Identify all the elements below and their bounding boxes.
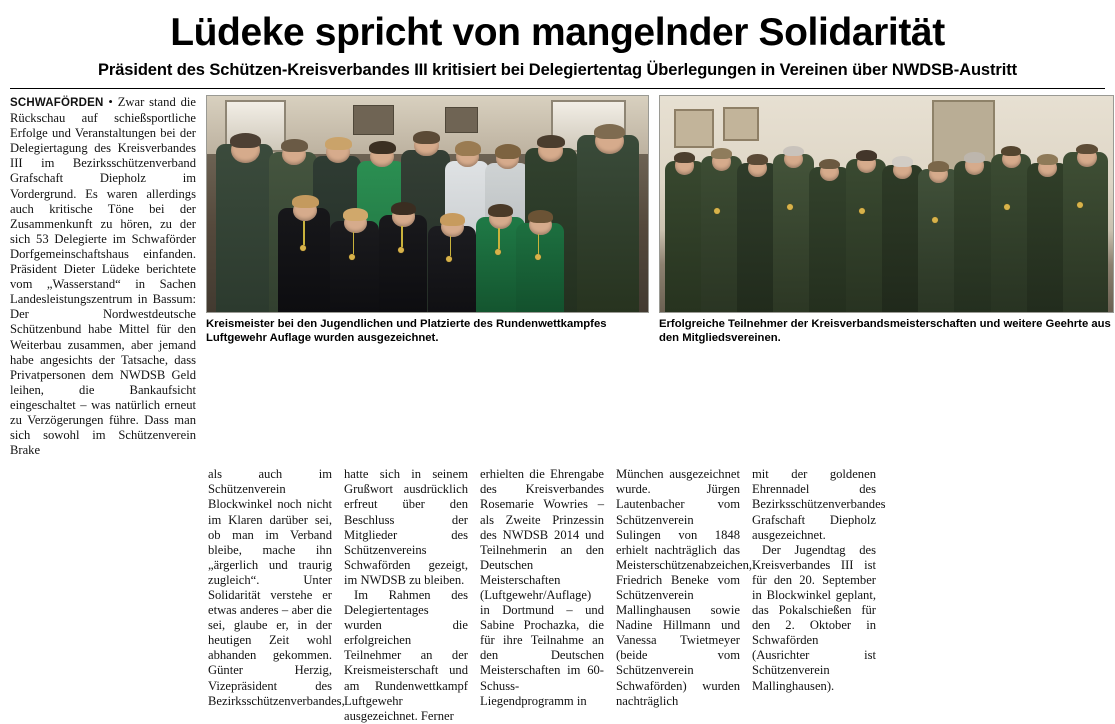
medal: [300, 245, 306, 251]
person: [991, 154, 1032, 312]
article-column-2: [344, 467, 468, 724]
photo-wall-frame-2: [445, 107, 478, 133]
medal-ribbon: [303, 221, 305, 245]
child-hair: [343, 208, 368, 221]
article-column-5: [752, 467, 886, 724]
lead-body: • Zwar stand die Rückschau auf schießsportliche Erfolge und Veranstaltungen bei der Delegiertagung des Kreisverbandes III im Bezirksschützenverband Grafschaft Diepholz im Vordergrund. Es waren allerdings auch kritische Töne bei der Zusammenkunft zu hören, zu der sich 53 Delegierte im Schwaförder Dorfgemeinschaftshaus einfanden. Präsident Dieter Lüdeke berichtete vom „Wasserstand“ in Sachen Landesleistungszentrum in Bassum: Der Nordwestdeutsche Schützenbund habe Mittel für den Weiterbau zusammen, aber jemand habe angesichts der Tatsache, dass Privatpersonen dem NWDSB Geld leihen, die Bankaufsicht eingeschaltet – was natürlich erneut zu Verzögerungen führe. Dass man sich sowohl im Schützenverein Brake: [10, 95, 196, 458]
medal-ribbon: [401, 226, 403, 248]
child-hair: [528, 210, 553, 223]
child-hair: [391, 202, 416, 215]
person-hair: [413, 131, 439, 144]
photo-caption: Erfolgreiche Teilnehmer der Kreisverbandsmeisterschaften und weitere Geehrte aus den Mitgliedsvereinen.: [659, 318, 1111, 344]
photo-wall-frame: [353, 105, 395, 135]
photo-adult-group: [659, 95, 1114, 313]
paragraph: hatte sich in seinem Grußwort ausdrücklich erfreut über den Beschluss der Mitglieder des Schützenvereins Schwaförden gezeigt, im NWDSB zu bleiben.: [344, 467, 468, 587]
person: [1027, 163, 1068, 312]
medal: [1077, 202, 1083, 208]
person-hair: [537, 135, 565, 148]
photo-caption: Kreismeister bei den Jugendlichen und Platzierte des Rundenwettkampfes Luftgewehr Auflage wurden ausgezeichnet.: [206, 318, 607, 344]
child-hair: [292, 195, 318, 208]
dateline: SCHWAFÖRDEN: [10, 97, 104, 109]
wall-picture: [674, 109, 714, 148]
person: [701, 156, 742, 312]
child: [379, 215, 428, 312]
paragraph: Im Rahmen des Delegiertentages wurden die erfolgreichen Teilnehmer an der Kreismeisterschaft und am Rundenwettkampf Luftgewehr ausgezeichnet. Ferner: [344, 588, 468, 723]
person-hair: [325, 137, 351, 150]
person-hair: [594, 124, 625, 139]
person: [737, 163, 778, 312]
person-hair: [1076, 144, 1098, 155]
paragraph: München ausgezeichnet wurde. Jürgen Lautenbacher vom Schützenverein Sulingen von 1848 erhielt nachträglich das Meisterschützenabzeichen, Friedrich Beneke vom Schützenverein Mallinghausen sowie Nadine Hillmann und Vanessa Twietmeyer (beide vom Schützenverein Schwaförden) wurden nachträglich: [616, 467, 753, 708]
lead-column: [10, 95, 196, 458]
child: [516, 223, 565, 312]
divider: [10, 88, 1105, 89]
paragraph: als auch im Schützenverein Blockwinkel noch nicht im Klaren darüber sei, ob man im Verband bleibe, mache ihn „ärgerlich und traurig zugleich“. Unter Solidarität verstehe er etwas anderes – aber die sei, glaube er, in der heutigen Zeit wohl abhanden gekommen. Günter Herzig, Vizepräsident des Bezirksschützenverbandes,: [208, 467, 345, 708]
child-hair: [440, 213, 465, 226]
photo-youth-group: [206, 95, 649, 313]
person-hair: [928, 161, 949, 172]
person: [846, 159, 887, 312]
person: [954, 161, 995, 312]
person-hair: [783, 146, 804, 157]
person-hair: [1037, 154, 1058, 165]
person-hair: [369, 141, 395, 154]
medal-ribbon: [498, 228, 500, 250]
person-hair: [281, 139, 307, 152]
wall-picture-2: [723, 107, 759, 141]
person-hair: [711, 148, 732, 159]
person: [577, 135, 639, 312]
article-column-3: [480, 467, 604, 724]
person: [1063, 152, 1108, 312]
page-title: Lüdeke spricht von mangelnder Solidarität: [170, 11, 945, 54]
person: [809, 167, 850, 312]
paragraph: erhielten die Ehrengabe des Kreisverbandes Rosemarie Wowries – als Zweite Prinzessin des NWDSB 2014 und Teilnehmerin an den Deutschen Meisterschaften (Luftgewehr/Auflage) in Dortmund – und Sabine Prochazka, die für ihre Teilnahme an den Deutschen Meisterschaften im 60-Schuss-Liegendprogramm in: [480, 467, 604, 708]
medal: [535, 254, 541, 260]
person-hair: [747, 154, 768, 165]
photo-row: [206, 95, 1114, 345]
article-column-1: [208, 467, 345, 724]
person-hair: [455, 141, 481, 156]
person: [216, 144, 273, 312]
photo-block-adults: [659, 95, 1114, 345]
medal-ribbon: [450, 236, 452, 255]
paragraph: Der Jugendtag des Kreisverbandes III ist für den 20. September in Blockwinkel geplant, das Pokalschießen für den 2. Oktober in Schwaförden (Ausrichter ist Schützenverein Mallinghausen).: [752, 542, 876, 693]
article-column-4: [616, 467, 753, 724]
child-hair: [488, 204, 513, 217]
medal-ribbon: [538, 234, 540, 253]
person-hair: [674, 152, 695, 163]
person-hair: [819, 159, 840, 170]
person: [665, 161, 706, 312]
column-spacer: [10, 467, 196, 724]
article-top-area: [10, 95, 1111, 458]
lead-paragraph: [10, 95, 196, 458]
paragraph: mit der goldenen Ehrennadel des Bezirksschützenverbandes Grafschaft Diepholz ausgezeichnet.: [752, 467, 886, 542]
person: [918, 169, 959, 312]
child: [428, 226, 477, 312]
medal: [932, 217, 938, 223]
page-subtitle: Präsident des Schützen-Kreisverbandes III kritisiert bei Delegiertentag Überlegungen in Vereinen über NWDSB-Austritt: [97, 61, 1018, 79]
child: [330, 221, 379, 312]
medal-ribbon: [353, 232, 355, 254]
person-hair: [1001, 146, 1022, 157]
medal: [787, 204, 793, 210]
person: [773, 154, 814, 312]
person-hair: [495, 144, 521, 159]
person-hair: [230, 133, 261, 148]
person-hair: [964, 152, 985, 163]
article-columns: [10, 467, 1105, 724]
person-hair: [856, 150, 877, 161]
person: [882, 165, 923, 312]
photo-block-youth: [206, 95, 649, 345]
person-hair: [892, 156, 913, 167]
